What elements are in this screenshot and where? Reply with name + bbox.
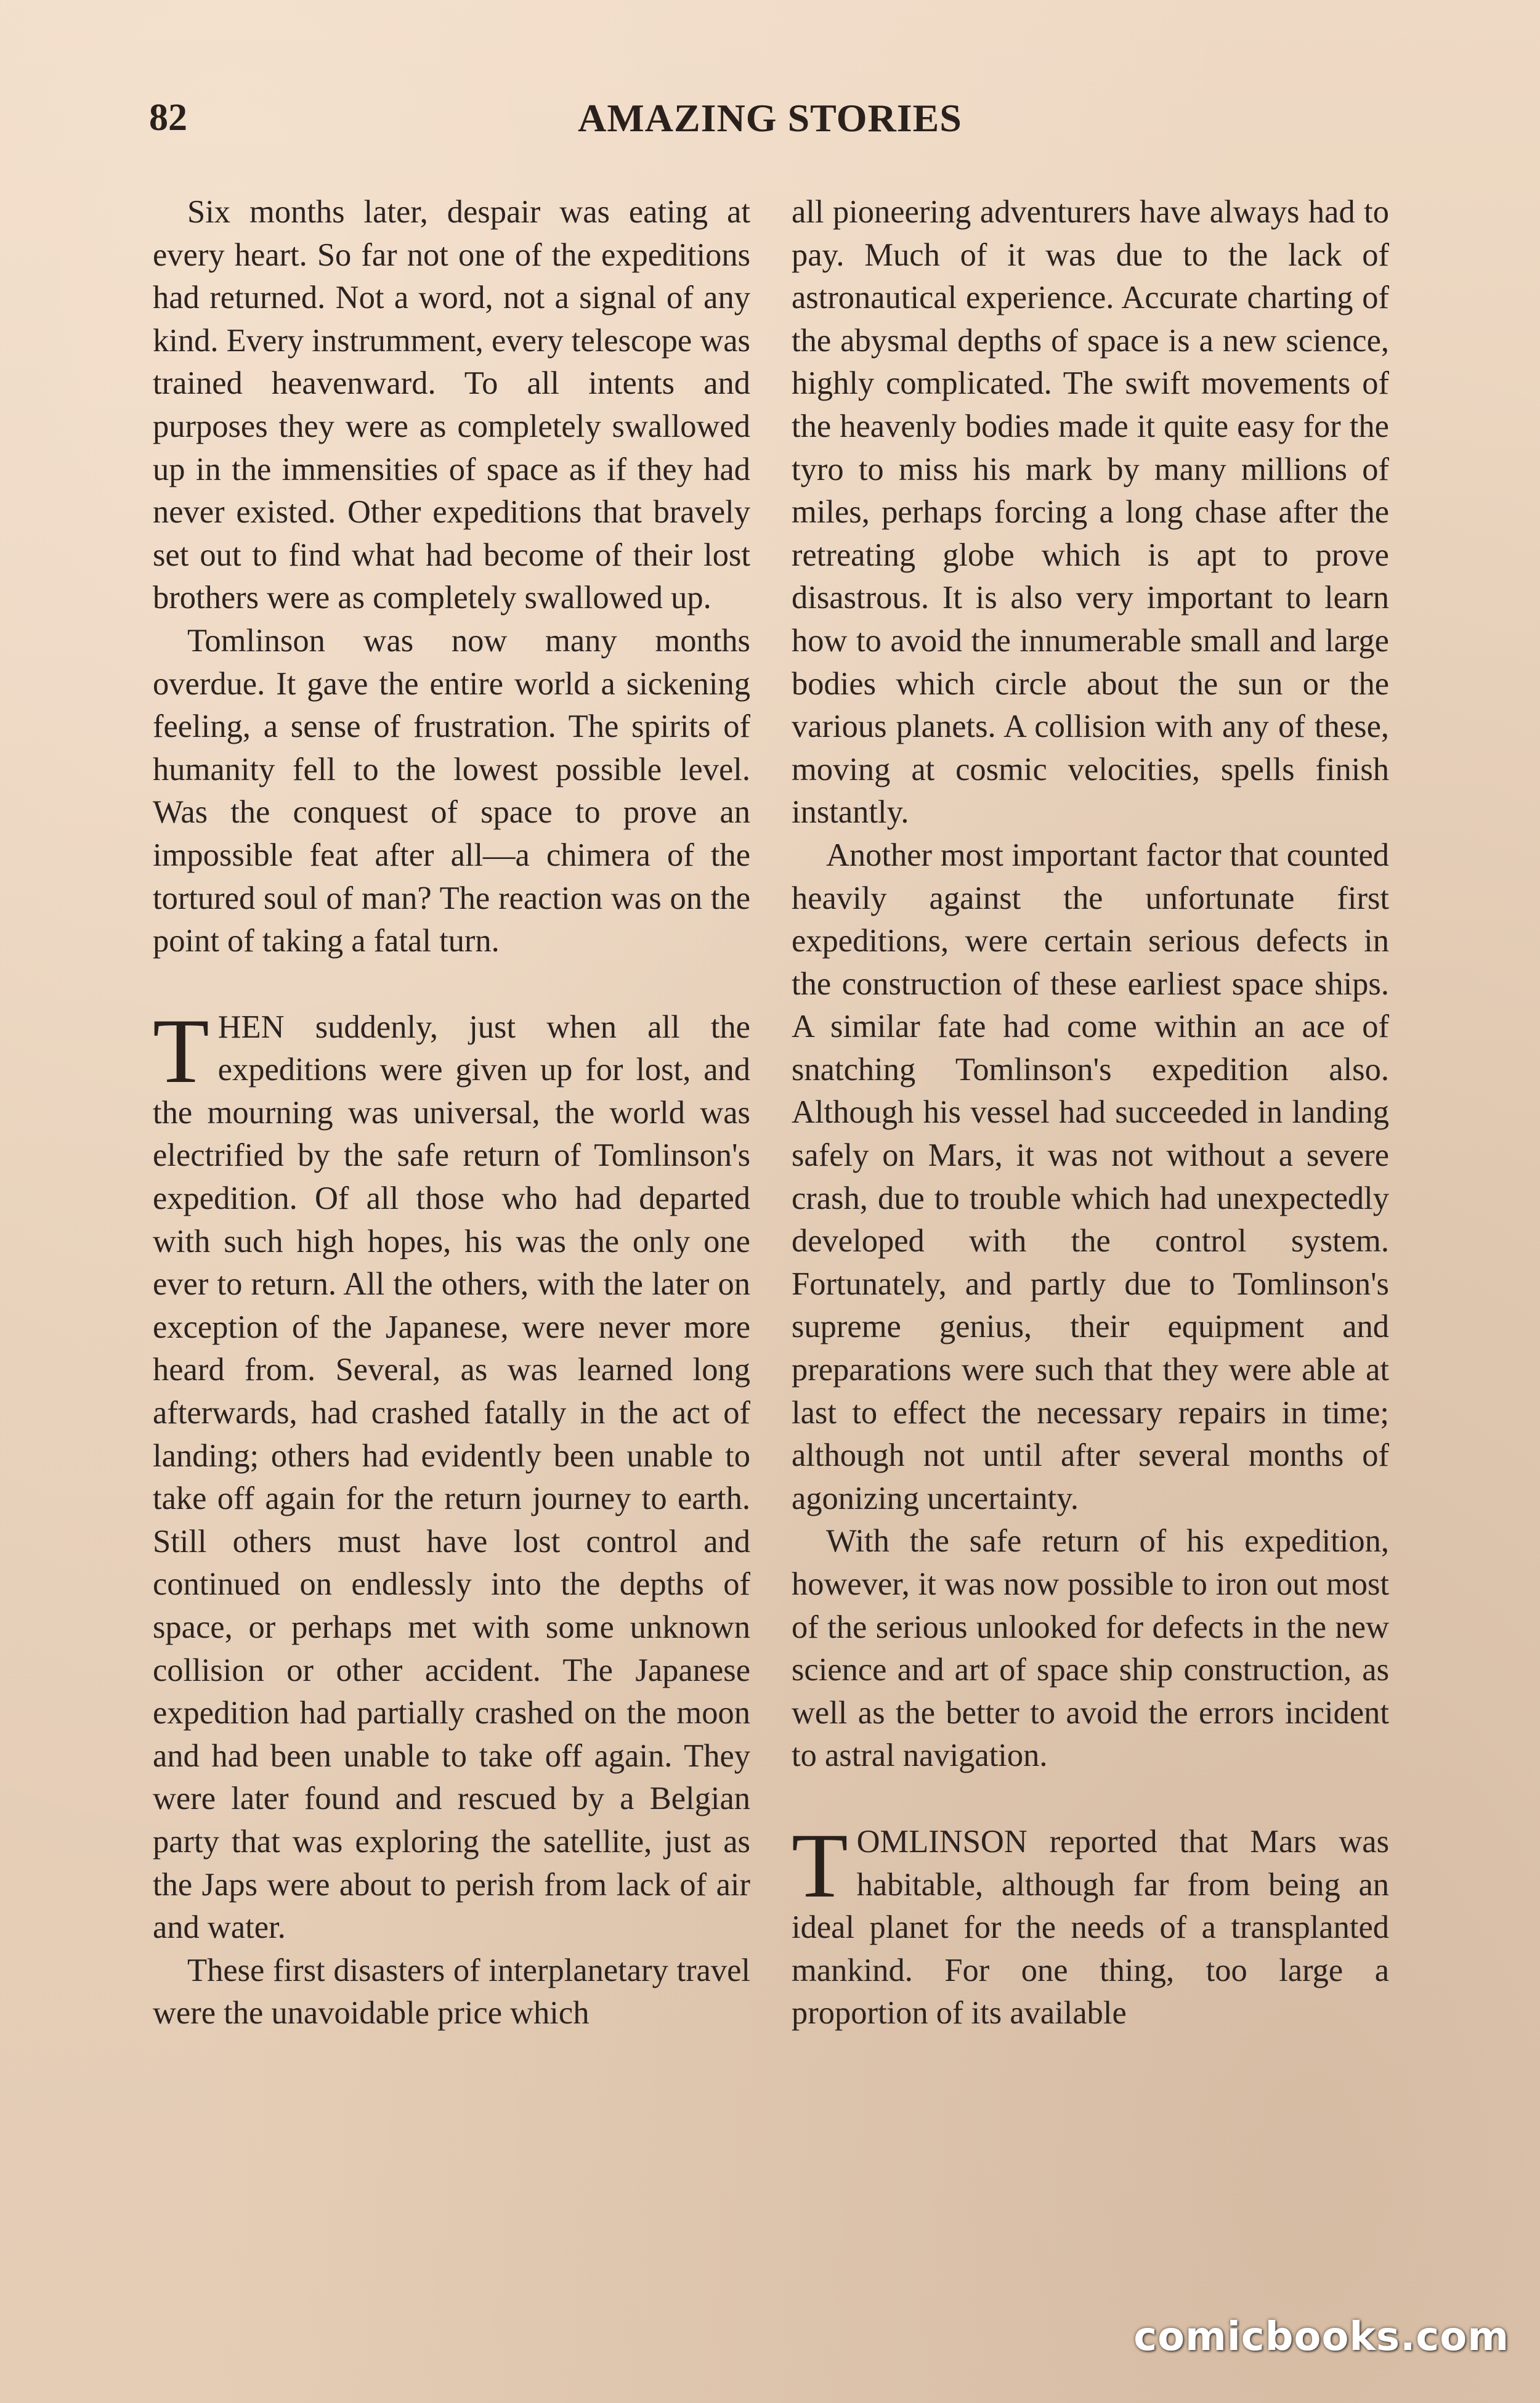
section-break bbox=[153, 963, 750, 1006]
paragraph: all pioneering adventurers have always had to pay. Much of it was due to the lack of astronautical experience. Accurate charting of the abysmal depths of space is a new science, highly complicated. The swift movements of the heavenly bodies made it quite easy for the tyro to miss his mark by many millions of miles, perhaps forcing a long chase after the retreating globe which is apt to prove disastrous. It is also very important to learn how to avoid the innumerable small and large bodies which circle about the sun or the various planets. A collision with any of these, moving at cosmic velocities, spells finish instantly. bbox=[792, 194, 1389, 831]
watermark: comicbooks.com bbox=[1133, 2314, 1509, 2360]
paragraph-text: OMLINSON reported that Mars was habitable, although far from being an ideal planet for the needs of a transplanted mankind. For one thing, too large a proportion of its available bbox=[792, 1823, 1389, 2031]
paragraph: Tomlinson was now many months overdue. It gave the entire world a sickening feeling, a sense of frustration. The spirits of humanity fell to the lowest possible level. Was the conquest of space to prove an impossible feat after all—a chimera of the tortured soul of man? The reaction was on the point of taking a fatal turn. bbox=[153, 622, 750, 959]
paragraph: With the safe return of his expedition, however, it was now possible to iron out most of the serious unlooked for defects in the new science and art of space ship construction, as well as the better to avoid the errors incident to astral navigation. bbox=[792, 1523, 1389, 1774]
page-number: 82 bbox=[149, 97, 187, 139]
paragraph: Six months later, despair was eating at every heart. So far not one of the expeditions had returned. Not a word, not a signal of any kind. Every instrumment, every telescope was trained heavenward. To all intents and purposes they were as completely swallowed up in the immensities of space as if they had never existed. Other expeditions that bravely set out to find what had become of their lost brothers were as completely swallowed up. bbox=[153, 194, 750, 616]
right-column bbox=[792, 191, 1389, 2035]
paragraph: Another most important factor that counted heavily against the unfortunate first expeditions, were certain serious defects in the construction of these earliest space ships. A similar fate had come within an ace of snatching Tomlinson's expedition also. Although his vessel had succeeded in landing safely on Mars, it was not without a severe crash, due to trouble which had unexpectedly developed with the control system. Fortunately, and partly due to Tomlinson's supreme genius, their equipment and preparations were such that they were able at last to effect the necessary repairs in time; although not until after several months of agonizing uncertainty. bbox=[792, 837, 1389, 1516]
running-head-title: AMAZING STORIES bbox=[578, 96, 962, 140]
drop-cap: T bbox=[153, 999, 209, 1102]
paragraph: These first disasters of interplanetary travel were the unavoidable price which bbox=[153, 1952, 750, 2031]
drop-cap: T bbox=[792, 1814, 848, 1917]
section-paragraph bbox=[153, 999, 750, 1950]
section-break bbox=[792, 1778, 1389, 1821]
paragraph-text: HEN suddenly, just when all the expeditions were given up for lost, and the mourning was universal, the world was electrified by the safe return of Tomlinson's expedition. Of all those who had departed with such high hopes, his was the only one ever to return. All the others, with the later on exception of the Japanese, were never more heard from. Several, as was learned long afterwards, had crashed fatally in the act of landing; others had evidently been unable to take off again for the return journey to earth. Still others must have lost control and continued on endlessly into the depths of space, or perhaps met with some unknown collision or other accident. The Japanese expedition had partially crashed on the moon and had been unable to take off again. They were later found and rescued by a Belgian party that was exploring the satellite, just as the Japs were about to perish from lack of air and water. bbox=[153, 1009, 750, 1946]
section-paragraph bbox=[792, 1814, 1389, 2035]
left-column bbox=[153, 191, 750, 2035]
